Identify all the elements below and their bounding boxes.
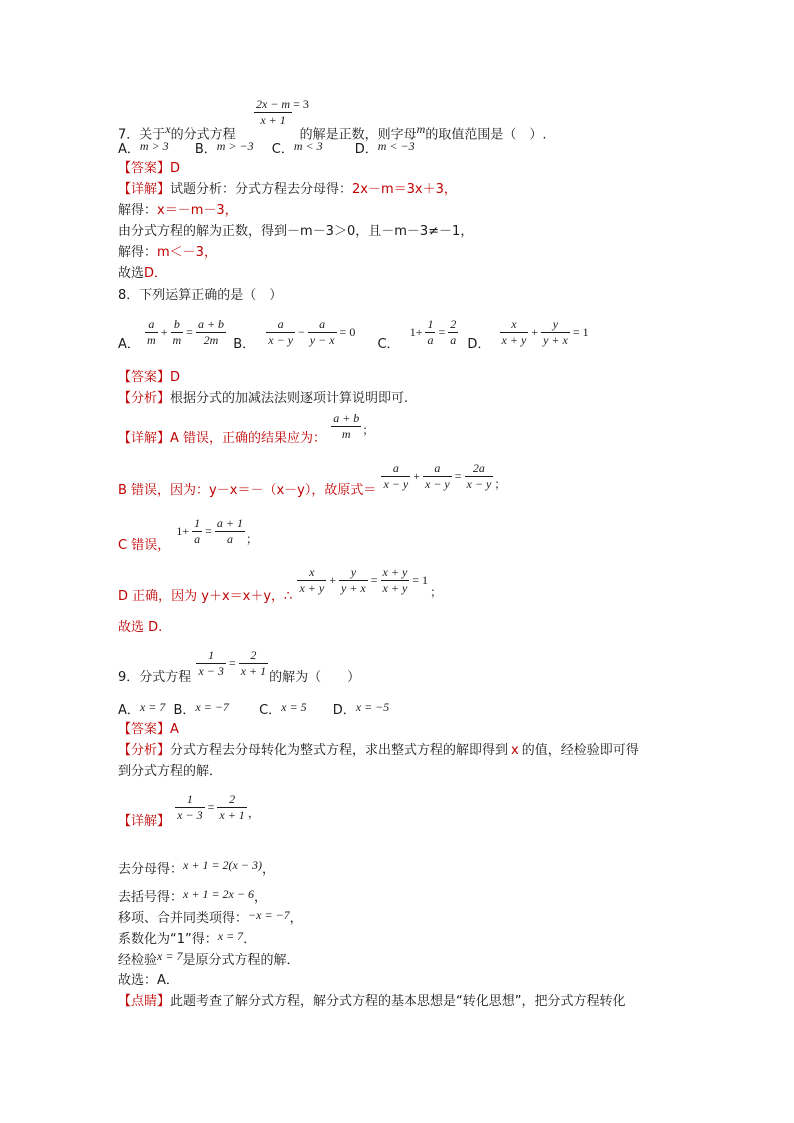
q7-options [118, 140, 415, 159]
q8-detail-a-frac-num: a + b [333, 411, 360, 425]
q9-opt-a-label: A． [118, 703, 140, 718]
q8-detail-c-frac-1 [192, 517, 202, 546]
q8-a-frac-1-num: a [148, 317, 155, 331]
q8-analysis [118, 390, 408, 408]
q8-b-frac-2-den: y − x [309, 333, 335, 347]
q8-d-frac-1-num: x [511, 317, 517, 331]
q8-c-one: 1+ [409, 325, 423, 339]
q8-detail-a-frac [331, 412, 361, 441]
q8-detail-c-frac-1-den: a [194, 532, 201, 546]
q8-detail-b-frac-3-den: x − y [466, 477, 492, 491]
q9-stem-frac-2 [239, 649, 268, 678]
q9-step-1-label: 去分母得： [118, 862, 184, 877]
q9-step-5-label: 经检验 [118, 953, 158, 968]
q7-detail-tag: 【详解】 [118, 182, 171, 197]
q8-detail-d-rhs: = 1 [412, 573, 429, 587]
q8-detail-d-frac-1-num: x [309, 565, 315, 579]
q8-conclusion [118, 619, 162, 637]
q7-var-m: m [416, 122, 426, 136]
q8-detail-d-frac-2-den: y + x [341, 581, 366, 595]
q8-d-frac-1-den: x + y [501, 333, 527, 347]
q8-detail-c-frac-2-den: a [215, 531, 245, 546]
q8-detail-b-plus: + [413, 469, 420, 483]
q7-detail-3b: －m－3＞0，且－m－3≠－1， [287, 224, 474, 239]
q7-answer-value: D [170, 161, 181, 176]
q9-answer [118, 721, 179, 739]
q8-detail-b-eq: = [454, 469, 462, 483]
q8-b-eq: = 0 [339, 325, 356, 339]
q7-eq-rhs: = 3 [293, 97, 309, 111]
q8-detail-a [118, 411, 375, 446]
q7-opt-c: m < 3 [293, 139, 323, 153]
q9-analysis-1b: 的值，经检验即可得 [521, 743, 639, 758]
q8-a-frac-2 [171, 318, 184, 347]
q9-opt-b: x = −7 [195, 700, 229, 714]
q8-c-frac-2-num: 2 [450, 317, 457, 331]
q8-a-plus: + [160, 325, 168, 339]
q7-detail-3 [118, 223, 473, 241]
q7-var-x: x [165, 122, 171, 136]
q8-a-eq: = [186, 325, 193, 339]
q9-analysis-tag: 【分析】 [118, 743, 171, 758]
q8-analysis-tag: 【分析】 [118, 391, 171, 406]
q7-detail-5 [118, 265, 167, 283]
q9-stem-eq: = [228, 656, 236, 670]
q8-b-frac-2-num: a [319, 317, 326, 331]
q8-detail-a-end: ； [362, 423, 375, 437]
q8-detail-d-frac-2-num: y [350, 565, 357, 579]
q8-detail-c-frac-2 [215, 517, 245, 546]
q9-step-3-eq: −x = −7 [248, 908, 290, 922]
q8-a-frac-2-num: b [173, 317, 180, 331]
q8-detail-d-frac-2 [339, 566, 368, 595]
q8-detail-b [118, 461, 507, 498]
q7-opt-a: m > 3 [139, 139, 169, 153]
q9-stem-a: 9．分式方程 [118, 670, 192, 685]
q8-c-frac-1-den: a [427, 333, 434, 347]
q9-answer-tag: 【答案】 [118, 722, 171, 737]
q9-step-3-label: 移项、合并同类项得： [118, 911, 249, 926]
q7-opt-d: m < −3 [377, 139, 415, 153]
q8-b-frac-2 [308, 318, 337, 347]
q8-detail-b-end: ； [494, 477, 507, 491]
q9-detail-frac-2-num: 2 [229, 792, 236, 806]
q9-opt-a: x = 7 [139, 700, 166, 714]
q8-d-label: D． [467, 337, 491, 352]
q8-detail-b-frac-3 [465, 462, 494, 491]
q9-opt-c-label: C． [259, 703, 282, 718]
q8-b-frac-1-den: x − y [268, 333, 294, 347]
q9-detail-frac-2 [217, 793, 246, 822]
q9-step-2-label: 去括号得： [118, 890, 184, 905]
q8-analysis-text: 根据分式的加减法法则逐项计算说明即可. [170, 391, 409, 406]
q7-detail-2 [118, 202, 238, 220]
q8-c-label: C． [377, 337, 400, 352]
q7-eq-denominator: x + 1 [254, 112, 292, 127]
q8-b-frac-1-num: a [277, 317, 284, 331]
q7-opt-a-label: A． [118, 142, 140, 157]
q9-step-5-tail: 是原分式方程的解． [182, 953, 300, 968]
q8-b-label: B． [233, 337, 256, 352]
q8-a-label: A． [118, 337, 140, 352]
q8-c-frac-2-den: a [450, 333, 457, 347]
q9-detail [118, 792, 260, 829]
q8-detail-b-frac-2-den: x − y [425, 477, 450, 491]
q8-a-frac-1 [145, 318, 158, 347]
q8-detail-c-frac-2-num: a + 1 [216, 516, 244, 530]
q8-detail-d [118, 565, 443, 604]
q9-step-1: 去分母得：x + 1 = 2(x − 3)， [118, 858, 275, 877]
q8-detail-b-frac-1-den: x − y [383, 477, 409, 491]
q8-c-eq: = [438, 325, 446, 339]
q8-detail-c-one: 1+ [176, 524, 190, 538]
q7-detail-5b: D． [144, 266, 168, 281]
q8-d-plus: + [531, 325, 539, 339]
q8-options [118, 317, 591, 352]
q8-detail-c [118, 516, 259, 553]
q9-step-4-label: 系数化为“1”得： [118, 932, 218, 947]
q8-c-frac-2 [448, 318, 458, 347]
q9-stem-frac-1 [196, 649, 225, 678]
q9-analysis-x: x [511, 743, 519, 758]
q9-step-1-eq: x + 1 = 2(x − 3) [183, 858, 262, 872]
q8-detail-tag: 【详解】 [118, 431, 171, 446]
q8-answer [118, 369, 180, 387]
q8-detail-b-text: B 错误，因为：y－x＝－（x－y），故原式＝ [118, 483, 377, 498]
q9-step-4-eq: x = 7 [217, 929, 244, 943]
q8-stem: 8．下列运算正确的是（ ） [118, 288, 283, 303]
q8-d-frac-2-num: y [552, 317, 559, 331]
q9-conclusion: 故选：A． [118, 973, 179, 988]
q8-detail-c-end: ； [246, 532, 259, 546]
q9-answer-value: A [170, 722, 179, 737]
q8-a-frac-3-den: 2m [196, 332, 226, 347]
q9-detail-frac-1-den: x − 3 [177, 808, 203, 822]
q8-detail-d-text: D 正确，因为 y＋x＝x＋y，∴ [118, 589, 293, 604]
q7-detail-1a: 试题分析：分式方程去分母得： [170, 182, 353, 197]
q7-opt-b: m > −3 [216, 139, 254, 153]
q8-d-eq: = 1 [572, 325, 589, 339]
q8-a-frac-3 [196, 318, 226, 347]
q8-answer-tag: 【答案】 [118, 370, 171, 385]
q9-step-5-eq: x = 7 [157, 949, 183, 963]
q9-step-5 [118, 951, 299, 970]
q8-detail-c-frac-1-num: 1 [194, 516, 201, 530]
q7-stem-a: 7．关于 [118, 127, 166, 143]
q8-detail-d-frac-3-num: x + y [382, 565, 408, 579]
q9-detail-end: ， [247, 806, 260, 820]
q7-stem-b: 的分式方程 [170, 127, 236, 143]
q8-c-frac-1 [425, 318, 435, 347]
q9-stem-b: 的解为（ ） [269, 670, 361, 685]
q9-stem-frac-2-den: x + 1 [240, 664, 267, 678]
q8-detail-a-text: A 错误，正确的结果应为： [170, 431, 327, 446]
q9-step-4: 系数化为“1”得：x = 7． [118, 929, 257, 947]
q7-detail-1 [118, 181, 457, 199]
q9-step-3: 移项、合并同类项得：−x = −7， [118, 908, 303, 926]
q9-analysis-1 [118, 742, 639, 760]
q9-step-2: 去括号得：x + 1 = 2x − 6， [118, 887, 267, 905]
q7-detail-1b: 2x－m＝3x＋3， [352, 182, 457, 197]
q9-comment [118, 993, 626, 1011]
q9-detail-frac-1 [175, 793, 204, 822]
q7-opt-c-label: C． [271, 142, 294, 157]
q8-answer-value: D [170, 370, 181, 385]
q8-a-frac-3-num: a + b [197, 317, 225, 331]
q8-detail-d-frac-1 [297, 566, 326, 595]
q8-d-frac-1 [500, 318, 529, 347]
q8-detail-d-plus: + [329, 573, 336, 587]
q8-detail-b-frac-1-num: a [392, 461, 399, 475]
q7-detail-5a: 故选 [118, 266, 145, 281]
q7-detail-3a: 由分式方程的解为正数，得到 [118, 224, 288, 239]
q9-opt-d-label: D． [332, 703, 356, 718]
q9-opt-b-label: B． [173, 703, 196, 718]
q9-options [118, 701, 389, 720]
q8-detail-b-frac-2 [423, 462, 452, 491]
q8-b-minus: − [298, 325, 305, 339]
q8-a-frac-2-den: m [172, 333, 182, 347]
q7-detail-4a: 解得： [118, 245, 158, 260]
q8-a-frac-1-den: m [147, 333, 156, 347]
q9-comment-tag: 【点睛】 [118, 994, 171, 1009]
q9-stem-frac-2-num: 2 [250, 648, 257, 662]
q7-stem-d: 的取值范围是（ ）. [425, 127, 547, 143]
q8-detail-a-frac-den: m [331, 426, 361, 441]
q9-comment-text: 此题考查了解分式方程，解分式方程的基本思想是“转化思想”，把分式方程转化 [170, 994, 626, 1009]
q8-detail-d-frac-3-den: x + y [382, 581, 408, 595]
q7-stem-c: 的解是正数，则字母 [299, 127, 417, 143]
q9-opt-c: x = 5 [281, 700, 307, 714]
q9-detail-frac-1-num: 1 [186, 792, 193, 806]
q8-detail-c-eq: = [205, 524, 212, 538]
q8-detail-d-eq: = [370, 573, 378, 587]
q8-detail-c-text: C 错误， [118, 538, 171, 553]
q8-detail-d-frac-1-den: x + y [299, 581, 325, 595]
q8-b-frac-1 [266, 318, 295, 347]
q7-detail-2b: x＝－m－3， [157, 203, 238, 218]
q7-eq-numerator: 2x − m [256, 97, 291, 111]
q9-analysis-1a: 分式方程去分母转化为整式方程，求出整式方程的解即得到 [170, 743, 509, 758]
q8-c-frac-1-num: 1 [427, 317, 434, 331]
q7-opt-b-label: B． [194, 142, 217, 157]
q9-analysis-2: 到分式方程的解． [118, 764, 223, 779]
q8-d-frac-2 [541, 318, 570, 347]
q7-answer-tag: 【答案】 [118, 161, 171, 176]
q7-detail-4b: m＜－3， [157, 245, 217, 260]
q8-detail-b-frac-3-num: 2a [472, 461, 485, 475]
q9-stem-frac-1-num: 1 [208, 648, 215, 662]
q9-detail-tag: 【详解】 [118, 814, 171, 829]
q7-opt-d-label: D． [354, 142, 378, 157]
q9-stem-frac-1-den: x − 3 [198, 664, 224, 678]
q9-detail-eq: = [207, 800, 215, 814]
q9-opt-d: x = −5 [355, 700, 390, 714]
q9-step-2-eq: x + 1 = 2x − 6 [183, 887, 254, 901]
q8-detail-b-frac-2-num: a [434, 461, 441, 475]
q9-stem [118, 648, 361, 685]
q9-detail-frac-2-den: x + 1 [219, 808, 245, 822]
q7-detail-4 [118, 244, 217, 262]
q8-detail-b-frac-1 [381, 462, 410, 491]
q8-detail-d-end: ； [430, 585, 443, 599]
q7-detail-2a: 解得： [118, 203, 158, 218]
q8-d-frac-2-den: y + x [543, 333, 568, 347]
q8-conclusion-text: 故选 D. [118, 620, 163, 635]
q8-detail-d-frac-3 [381, 566, 410, 595]
q7-answer [118, 160, 180, 178]
